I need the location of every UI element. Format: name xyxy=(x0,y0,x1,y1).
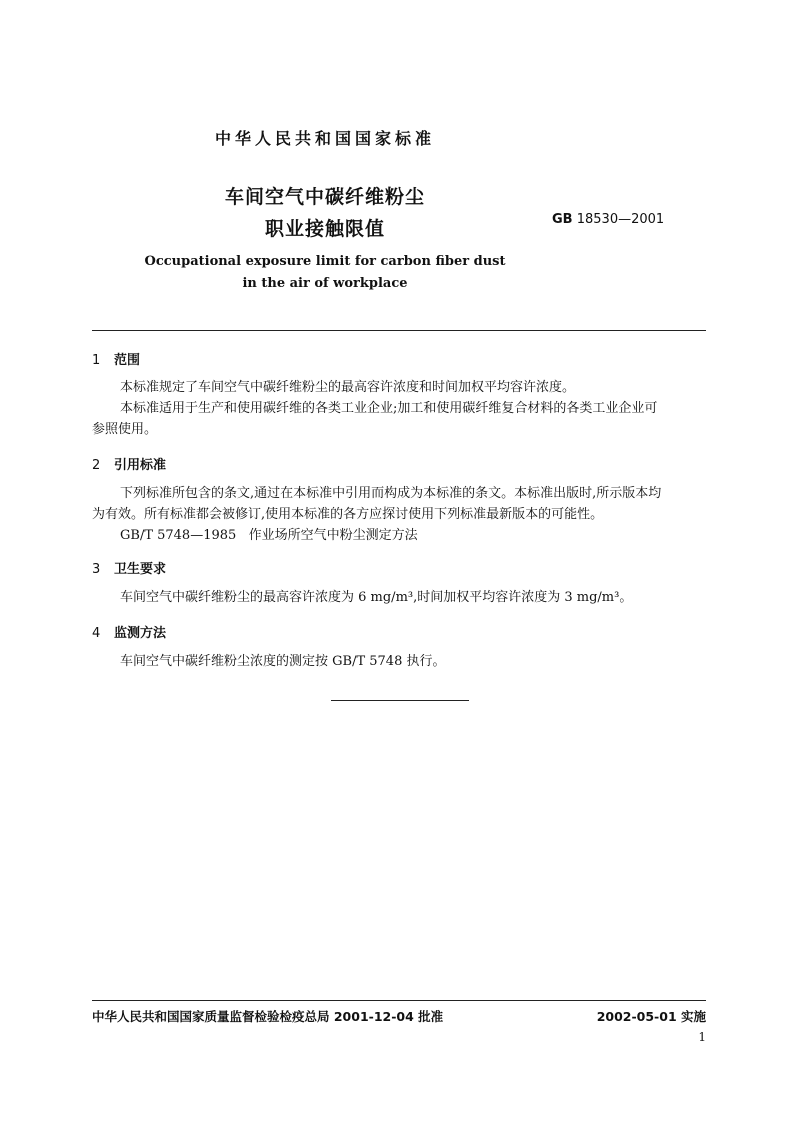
section-title: 引用标准 xyxy=(114,458,167,473)
title-en-line2: in the air of workplace xyxy=(242,276,408,291)
section-4-para-1: 车间空气中碳纤维粉尘浓度的测定按 GB/T 5748 执行。 xyxy=(120,654,446,669)
end-of-text-rule xyxy=(331,700,469,701)
section-1-para-1: 本标准规定了车间空气中碳纤维粉尘的最高容许浓度和时间加权平均容许浓度。 xyxy=(120,380,576,395)
section-2-reference: GB/T 5748—1985 作业场所空气中粉尘测定方法 xyxy=(120,528,418,543)
title-en-line1: Occupational exposure limit for carbon fiber dust xyxy=(144,254,506,269)
section-number: 1 xyxy=(92,353,101,368)
section-title: 监测方法 xyxy=(114,626,167,641)
page-number: 1 xyxy=(698,1030,706,1044)
section-number: 4 xyxy=(92,626,101,641)
implementation-date: 2002-05-01 实施 xyxy=(596,1009,706,1024)
section-1-para-2: 本标准适用于生产和使用碳纤维的各类工业企业;加工和使用碳纤维复合材料的各类工业企业可 xyxy=(120,401,658,416)
section-3-heading xyxy=(92,558,166,577)
standard-prefix: GB xyxy=(552,212,573,227)
title-cn-line2: 职业接触限值 xyxy=(264,218,385,240)
section-number: 2 xyxy=(92,458,101,473)
approval-line: 中华人民共和国国家质量监督检验检疫总局 2001-12-04 批准 xyxy=(92,1009,444,1024)
section-2-heading xyxy=(92,454,166,473)
section-number: 3 xyxy=(92,562,101,577)
section-1-para-3: 参照使用。 xyxy=(92,422,158,437)
standard-number: 18530—2001 xyxy=(576,212,665,227)
title-cn-line1: 车间空气中碳纤维粉尘 xyxy=(224,186,425,208)
section-1-heading xyxy=(92,349,140,368)
standard-code xyxy=(552,212,664,227)
section-title: 范围 xyxy=(114,353,141,368)
section-3-para-1: 车间空气中碳纤维粉尘的最高容许浓度为 6 mg/m³,时间加权平均容许浓度为 3 mg/m³。 xyxy=(120,590,633,605)
section-4-heading xyxy=(92,622,166,641)
header-divider xyxy=(92,330,706,331)
issuing-organization: 中华人民共和国国家标准 xyxy=(214,129,435,148)
section-2-para-1: 下列标准所包含的条文,通过在本标准中引用而构成为本标准的条文。本标准出版时,所示版本均 xyxy=(120,486,662,501)
section-2-para-2: 为有效。所有标准都会被修订,使用本标准的各方应探讨使用下列标准最新版本的可能性。 xyxy=(92,507,604,522)
section-title: 卫生要求 xyxy=(114,562,167,577)
footer-divider xyxy=(92,1000,706,1001)
